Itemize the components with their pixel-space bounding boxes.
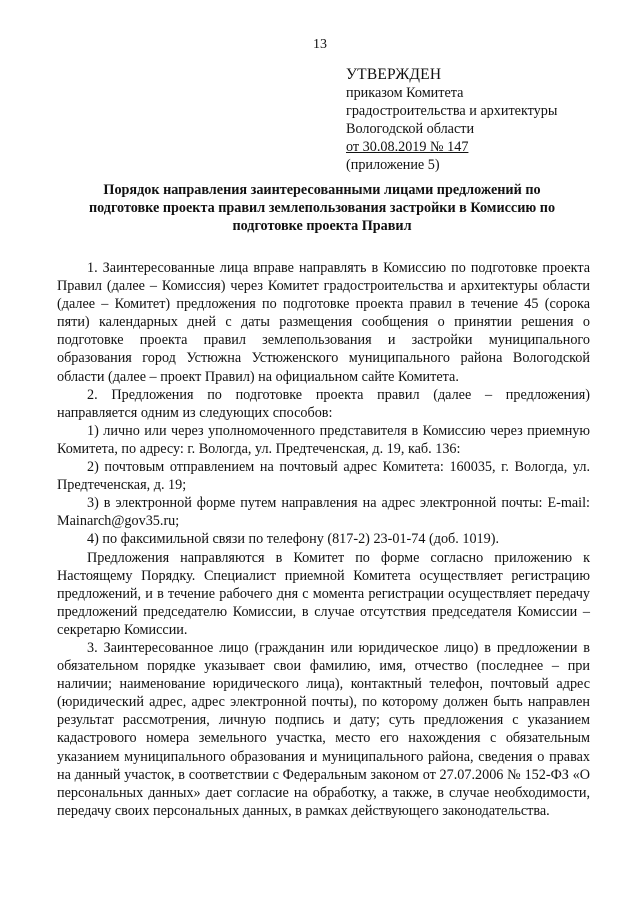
page-number: 13 — [313, 37, 327, 52]
order-reference: от 30.08.2019 № 147 — [346, 139, 469, 155]
paragraph-1: 1. Заинтересованные лица вправе направлять в Комиссию по подготовке проекта Правил (далее – Комиссия) через Комитет градостроительства и архитектуры области (далее – Комитет) предложения по подготовке проекта правил в течение 45 (сорока пяти) календарных дней с даты размещения сообщения о принятии решения о подготовке проекта правил землепользования и застройки муниципального образования город Устюжна Устюженского муниципального района Вологодской области (далее – проект Правил) на официальном сайте Комитета. — [57, 260, 590, 385]
approval-block — [346, 66, 557, 174]
method-1: 1) лично или через уполномоченного представителя в Комиссию через приемную Комитета, по адресу: г. Вологда, ул. Предтеченская, д. 19, каб. 136: — [57, 422, 590, 457]
document-body — [57, 259, 590, 820]
method-4: 4) по факсимильной связи по телефону (817-2) 23-01-74 (доб. 1019). — [87, 531, 499, 548]
method-3: 3) в электронной форме путем направления на адрес электронной почты: E-mail: Mainarch@gov35.ru; — [57, 495, 590, 530]
title-line: подготовке проекта правил землепользования застройки в Комиссию по — [88, 200, 556, 216]
paragraph-2: 2. Предложения по подготовке проекта правил (далее – предложения) направляется одним из следующих способов: — [57, 386, 590, 421]
title-line: Порядок направления заинтересованными лицами предложений по — [103, 182, 541, 198]
approval-line: градостроительства и архитектуры — [346, 103, 558, 119]
paragraph-3: 3. Заинтересованное лицо (гражданин или юридическое лицо) в предложении в обязательном порядке указывает свои фамилию, имя, отчество (последнее – при наличии; наименование юридического лица), контактный телефон, почтовый адрес (юридический адрес, адрес электронной почты), по которому должен быть направлен результат рассмотрения, личную подпись и дату; суть предложения с указанием кадастрового номера земельного участка, место его нахождения с обязательным указанием муниципального образования и муниципального района, сведения о правах на данный участок, в соответствии с Федеральным законом от 27.07.2006 № 152-ФЗ «О персональных данных» дает согласие на обработку, а также, в случае необходимости, передачу своих персональных данных, в рамках действующего законодательства. — [57, 639, 590, 819]
approval-line: Вологодской области — [346, 121, 475, 137]
approval-line: приказом Комитета — [346, 85, 464, 101]
title-line: подготовке проекта Правил — [232, 218, 412, 234]
document-title — [48, 181, 596, 235]
approval-heading: УТВЕРЖДЕН — [346, 66, 442, 83]
appendix-label: (приложение 5) — [346, 157, 440, 173]
method-2: 2) почтовым отправлением на почтовый адрес Комитета: 160035, г. Вологда, ул. Предтеченская, д. 19; — [57, 459, 590, 494]
paragraph-submission: Предложения направляются в Комитет по форме согласно приложению к Настоящему Порядку. Специалист приемной Комитета осуществляет регистрацию предложений, и в течение рабочего дня с момента регистрации осуществляет передачу предложений председателю Комиссии, в случае отсутствия председателя Комиссии – секретарю Комиссии. — [57, 549, 590, 638]
